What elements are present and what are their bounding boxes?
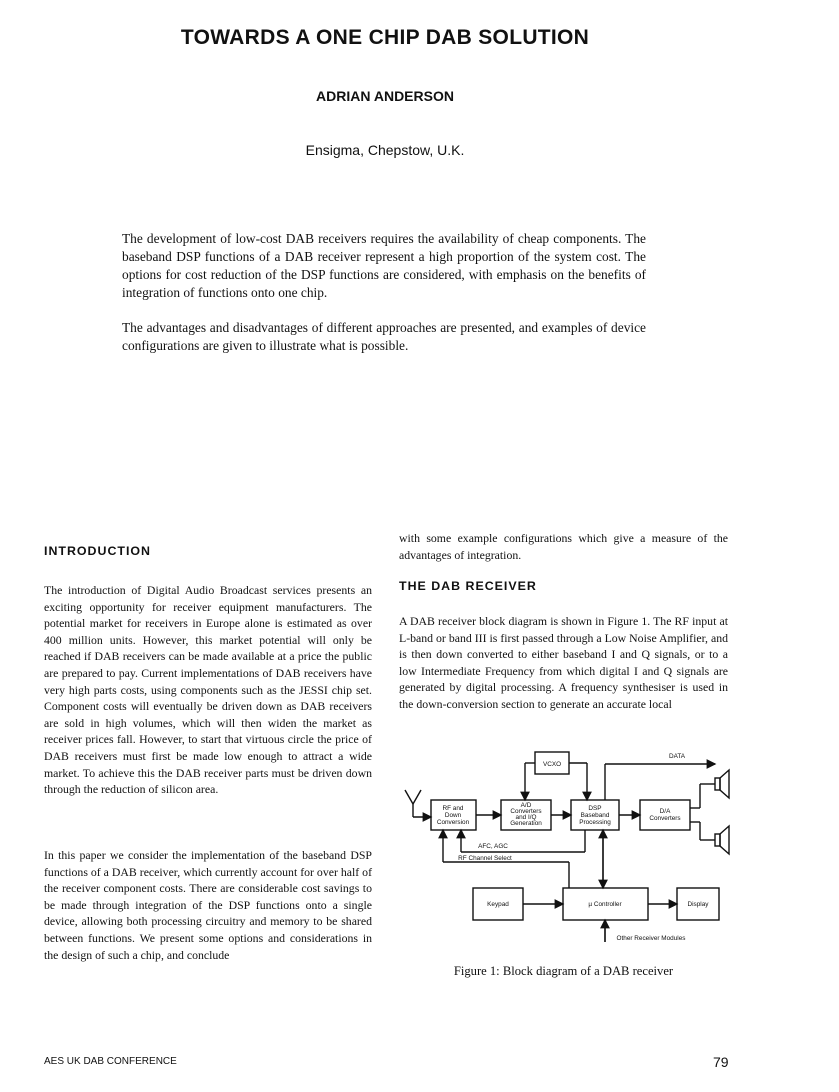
vcxo-label: VCXO (542, 761, 562, 768)
body-paragraph: with some example configurations which give a measure of the advantages of integration. (399, 531, 728, 562)
rf-label: Conversion (436, 819, 470, 826)
dsp-label: Baseband (580, 812, 610, 819)
other-modules-label: Other Receiver Modules (616, 935, 686, 942)
dsp-label: DSP (588, 805, 602, 812)
rf-select-label: RF Channel Select (458, 855, 512, 862)
display-label: Display (687, 901, 709, 908)
afc-label: AFC, AGC (478, 843, 508, 850)
da-label: Converters (649, 815, 681, 822)
ad-label: Converters (510, 808, 542, 815)
affiliation: Ensigma, Chepstow, U.K. (305, 142, 465, 158)
ad-label: and I/Q (515, 814, 537, 821)
rf-label: Down (444, 812, 462, 819)
abstract-paragraph: The development of low-cost DAB receivers requires the availability of cheap components. The baseband DSP functions of a DAB receiver represent a high proportion of the system cost. The options for cost reduction of the DSP functions are considered, with emphasis on the benefits of integration of functions onto one chip. (122, 231, 646, 300)
footer-text: AES UK DAB CONFERENCE (44, 1056, 177, 1067)
body-paragraph: The introduction of Digital Audio Broadcast services presents an exciting opportunity for receiver equipment manufacturers. The potential market for receivers in Europe alone is estimated as over 400 million units. However, this market potential will only be reached if DAB receivers can be made available at a price the public are prepared to pay. Current implementations of DAB receivers have very high parts costs, using components such as the JESSI chip set. Component costs will eventually be driven down as DAB receivers are sold in high volumes, which will then widen the market as receiver prices fall. However, to start that virtuous circle the price of DAB receivers must first be made low enough to attract a wide market. To achieve this the DAB receiver parts must be driven down through the reduction of silicon area. (44, 583, 372, 797)
data-label: DATA (668, 753, 686, 760)
speaker-icon (715, 834, 720, 846)
ad-label: Generation (510, 820, 542, 827)
section-heading-dab-receiver: THE DAB RECEIVER (399, 579, 537, 593)
section-heading-introduction: INTRODUCTION (44, 544, 151, 558)
ad-label: A/D (520, 802, 532, 809)
figure-caption: Figure 1: Block diagram of a DAB receiver (453, 964, 674, 978)
rf-label: RF and (442, 805, 464, 812)
author-name: ADRIAN ANDERSON (316, 88, 454, 104)
controller-label: µ Controller (588, 901, 622, 908)
paper-title: TOWARDS A ONE CHIP DAB SOLUTION (180, 26, 590, 49)
body-paragraph: In this paper we consider the implementation of the baseband DSP functions of a DAB receiver, which currently account for over half of the receiver component costs. There are considerable cost savings to be made through integration of the DSP functions onto a single device, allowing both processing circuitry and memory to be shared between functions. We present some options and considerations in the design of such a chip, and conclude (44, 848, 372, 962)
da-label: D/A (659, 808, 671, 815)
abstract-paragraph: The advantages and disadvantages of different approaches are presented, and examples of device configurations are given to illustrate what is possible. (122, 320, 646, 353)
keypad-label: Keypad (487, 901, 509, 908)
body-paragraph: A DAB receiver block diagram is shown in Figure 1. The RF input at L-band or band III is first passed through a Low Noise Amplifier, and is then down converted to either baseband I and Q signals, or to a low Intermediate Frequency from which digital I and Q signals are generated by digital processing. A frequency synthesiser is used in the down-conversion section to generate an accurate local (399, 614, 728, 711)
block-diagram (395, 742, 740, 952)
dsp-label: Processing (579, 819, 611, 826)
page-number: 79 (713, 1054, 729, 1070)
speaker-icon (715, 778, 720, 790)
